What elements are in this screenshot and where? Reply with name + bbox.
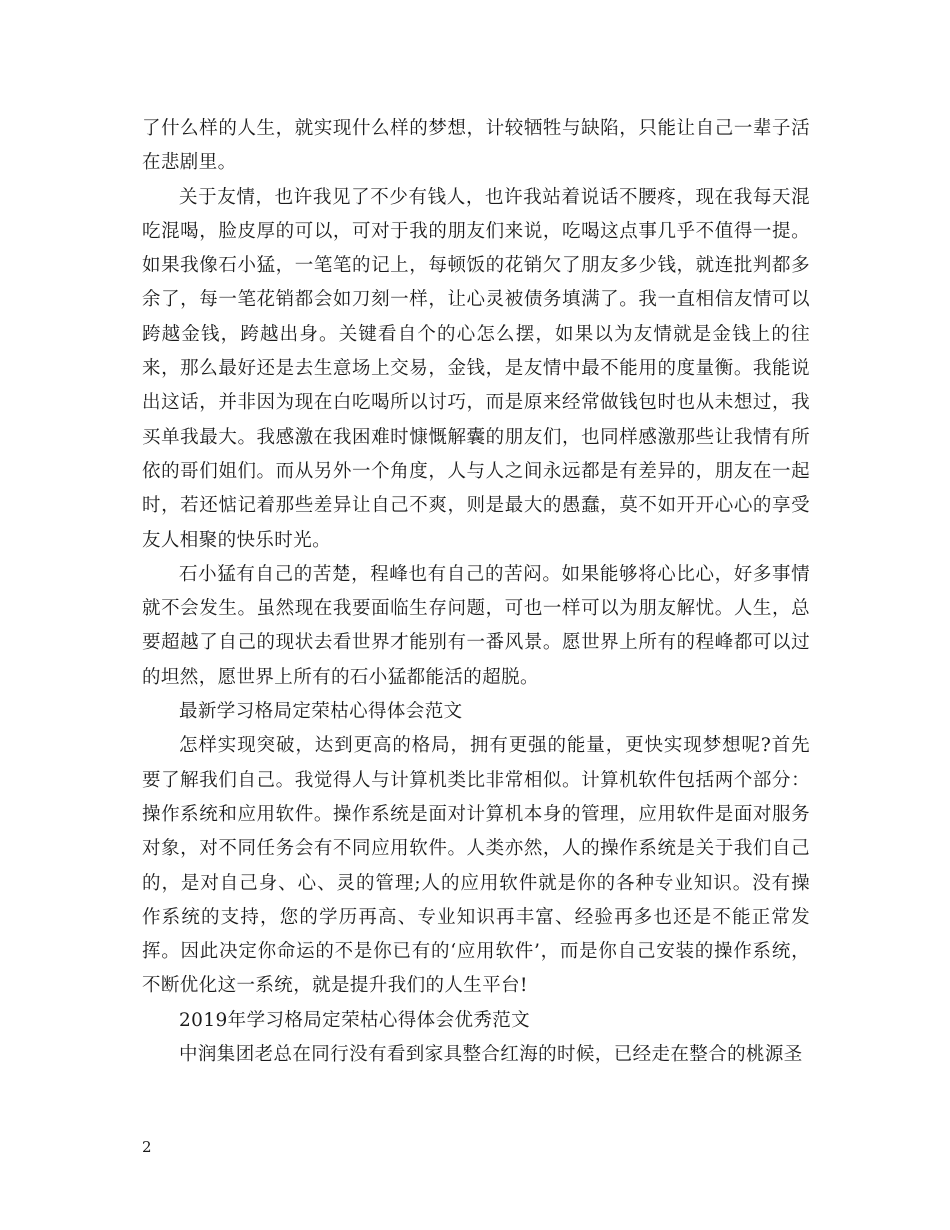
- paragraph-shi-xiaomeng: 石小猛有自己的苦楚，程峰也有自己的苦闷。如果能够将心比心，好多事情就不会发生。虽然现在我要面临生存问题，可也一样可以为朋友解忧。人生，总要超越了自己的现状去看世界才能别有一番风景。愿世界上所有的程峰都可以过的坦然，愿世界上所有的石小猛都能活的超脱。: [142, 563, 810, 688]
- paragraph-1: 了什么样的人生，就实现什么样的梦想，计较牺牲与缺陷，只能让自己一辈子活在悲剧里。: [142, 118, 810, 174]
- paragraph-friendship: 关于友情，也许我见了不少有钱人，也许我站着说话不腰疼，现在我每天混吃混喝，脸皮厚的可以，可对于我的朋友们来说，吃喝这点事几乎不值得一提。如果我像石小猛，一笔笔的记上，每顿饭的花销欠了朋友多少钱，就连批判都多余了，每一笔花销都会如刀刻一样，让心灵被债务填满了。我一直相信友情可以跨越金钱，跨越出身。关键看自个的心怎么摆，如果以为友情就是金钱上的往来，那么最好还是去生意场上交易，金钱，是友情中最不能用的度量衡。我能说出这话，并非因为现在白吃喝所以讨巧，而是原来经常做钱包时也从未想过，我买单我最大。我感激在我困难时慷慨解囊的朋友们，也同样感激那些让我情有所依的哥们姐们。而从另外一个角度，人与人之间永远都是有差异的，朋友在一起时，若还惦记着那些差异让自己不爽，则是最大的愚蠢，莫不如开开心心的享受友人相聚的快乐时光。: [142, 186, 810, 551]
- paragraph-breakthrough: 怎样实现突破，达到更高的格局，拥有更强的能量，更快实现梦想呢?首先要了解我们自己。我觉得人与计算机类比非常相似。计算机软件包括两个部分：操作系统和应用软件。操作系统是面对计算机本身的管理，应用软件是面对服务对象，对不同任务会有不同应用软件。人类亦然，人的操作系统是关于我们自己的，是对自己身、心、灵的管理;人的应用软件就是你的各种专业知识。没有操作系统的支持，您的学历再高、专业知识再丰富、经验再多也还是不能正常发挥。因此决定你命运的不是你已有的‘应用软件’，而是你自己安装的操作系统，不断优化这一系统，就是提升我们的人生平台!: [142, 735, 810, 997]
- page-number: 2: [142, 1138, 152, 1156]
- document-body: [142, 112, 810, 1072]
- section-heading-latest: 最新学习格局定荣枯心得体会范文: [179, 701, 463, 723]
- section-heading-2019: 2019年学习格局定荣枯心得体会优秀范文: [179, 1009, 531, 1031]
- paragraph-zhongrun: 中润集团老总在同行没有看到家具整合红海的时候，已经走在整合的桃源圣: [179, 1044, 803, 1066]
